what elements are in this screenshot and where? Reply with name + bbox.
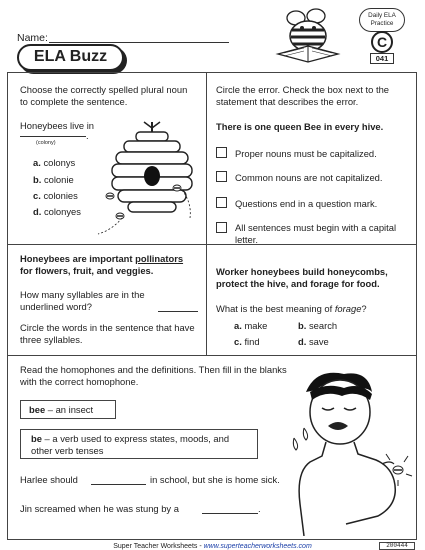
footer-link[interactable]: www.superteacherworksheets.com (203, 543, 312, 550)
grid-divider-vertical (206, 72, 207, 355)
q4-option-c[interactable]: c. find (234, 336, 260, 347)
q4-question: What is the best meaning of forage? (216, 303, 367, 314)
q1-option-a[interactable]: a. colonys (33, 157, 76, 168)
q5-sentence-1-pre: Harlee should (20, 474, 78, 485)
q3-underlined-word[interactable]: pollinators (135, 253, 184, 264)
q2-instructions: Circle the error. Check the box next to the statement that describes the error. (216, 84, 390, 107)
badge-number: 041 (370, 53, 394, 64)
q1-sentence: Honeybees live in (20, 120, 95, 131)
daily-practice-badge (359, 8, 405, 32)
badge-line2: Practice (370, 20, 394, 27)
q2-sentence[interactable]: There is one queen Bee in every hive. (216, 121, 384, 132)
q5-definition-be: be – a verb used to express states, moods, and other verb tenses (20, 429, 258, 459)
q1-option-c[interactable]: c. colonies (33, 190, 78, 201)
q3-instructions: Circle the words in the sentence that have three syllables. (20, 322, 195, 345)
q1-instructions: Choose the correctly spelled plural noun to complete the sentence. (20, 84, 188, 107)
q1-option-b[interactable]: b. colonie (33, 174, 74, 185)
q2-choice-4: All sentences must begin with a capital letter. (235, 222, 397, 245)
badge-line1: Daily ELA (368, 12, 396, 19)
q1-answer-blank[interactable] (20, 136, 86, 137)
name-label: Name: (17, 32, 48, 44)
title-badge (17, 44, 124, 71)
q5-answer-blank-2[interactable] (202, 513, 258, 514)
footer-credit: Super Teacher Worksheets - www.superteacherworksheets.com (113, 543, 312, 550)
q3-question: How many syllables are in the underlined word? (20, 289, 145, 312)
q4-option-a[interactable]: a. make (234, 320, 268, 331)
footer-code: 200444 (379, 542, 415, 550)
q4-option-d[interactable]: d. save (298, 336, 329, 347)
q2-checkbox-4[interactable] (216, 222, 227, 233)
q2-choice-2: Common nouns are not capitalized. (235, 172, 383, 183)
q2-choice-1: Proper nouns must be capitalized. (235, 148, 377, 159)
beehive-illustration (92, 118, 204, 242)
badge-letter-circle (371, 31, 393, 53)
q3-answer-blank[interactable] (158, 311, 198, 312)
q3-sentence[interactable]: Honeybees are important pollinators for flowers, fruit, and veggies. (20, 253, 184, 276)
q5-definition-bee: bee – an insect (20, 400, 116, 419)
stung-boy-illustration (286, 364, 414, 536)
q4-option-b[interactable]: b. search (298, 320, 338, 331)
q5-sentence-1-post: in school, but she is home sick. (150, 474, 280, 485)
q1-blank-hint: (colony) (36, 140, 56, 146)
badge-letter: C (376, 34, 388, 50)
q1-period: . (86, 130, 89, 141)
q2-checkbox-3[interactable] (216, 197, 227, 208)
name-field[interactable] (49, 42, 229, 43)
q2-choice-3: Questions end in a question mark. (235, 198, 378, 209)
page-title: ELA Buzz (33, 48, 108, 65)
q1-option-d[interactable]: d. colonyes (33, 206, 81, 217)
q4-sentence: Worker honeybees build honeycombs, protect the hive, and forage for food. (216, 266, 388, 289)
q2-checkbox-2[interactable] (216, 171, 227, 182)
q5-sentence-2-post: . (258, 503, 261, 514)
q5-instructions: Read the homophones and the definitions. Then fill in the blanks with the correct homophone. (20, 364, 287, 387)
q5-answer-blank-1[interactable] (91, 484, 146, 485)
reading-bee-illustration (268, 6, 363, 64)
grid-divider-row2 (7, 355, 417, 356)
q2-checkbox-1[interactable] (216, 147, 227, 158)
q5-sentence-2-pre: Jin screamed when he was stung by a (20, 503, 179, 514)
